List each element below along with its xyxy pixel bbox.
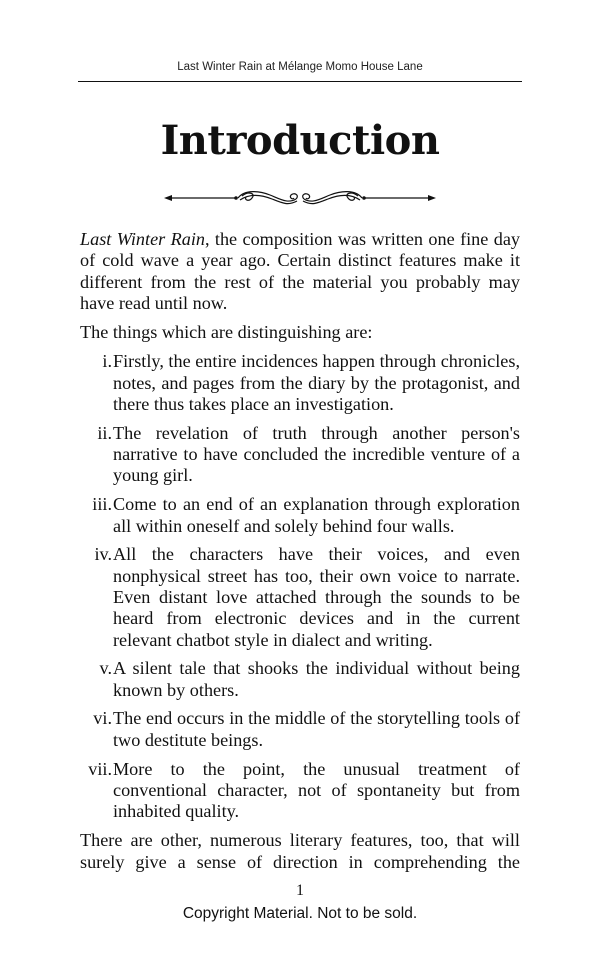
page-number: 1 [296,882,304,899]
list-item-number: ii. [97,422,112,443]
header-rule [78,81,522,82]
list-item-text: More to the point, the unusual treatment of conventional character, not of spontaneity but from inhabited quality. [113,758,520,822]
list-item-number: vi. [93,708,112,729]
lead-in-paragraph: The things which are distinguishing are: [80,322,373,343]
page-body [80,229,520,881]
running-header-title: Last Winter Rain at Mélange Momo House Lane [177,61,423,73]
distinguishing-features-list [80,351,520,822]
list-item [80,544,520,650]
intro-text: , the composition was written one fine day of cold wave a year ago. Certain distinct features make it different from the rest of the material you probably may have read until now. [80,229,520,313]
list-item-number: iv. [94,544,112,565]
copyright-notice: Copyright Material. Not to be sold. [182,905,418,922]
list-item [80,759,520,823]
list-item [80,708,520,751]
list-item-number: iii. [92,494,112,515]
intro-paragraph [80,229,520,314]
closing-paragraph: There are other, numerous literary features, too, that will surely give a sense of direction in comprehending the [80,830,520,872]
list-item-text: The revelation of truth through another person's narrative to have concluded the incredible venture of a young girl. [113,422,520,486]
list-item-number: vii. [88,758,112,779]
chapter-title: Introduction [160,117,440,164]
list-item-text: Come to an end of an explanation through exploration all within oneself and solely behind four walls. [113,494,520,536]
list-item-text: All the characters have their voices, and even nonphysical street has too, their own voice to narrate. Even distant love attached through the sounds to be heard from electronic devices and in the current relevant chatbot style in dialect and writing. [113,544,520,650]
list-item [80,494,520,537]
list-item-text: A silent tale that shooks the individual without being known by others. [113,658,520,700]
list-item-number: v. [99,658,112,679]
book-title-italic: Last Winter Rain [80,229,205,249]
list-item [80,658,520,701]
flourish-divider-icon [160,185,440,211]
list-item-text: The end occurs in the middle of the storytelling tools of two destitute beings. [113,708,520,750]
list-item [80,423,520,487]
list-item-text: Firstly, the entire incidences happen through chronicles, notes, and pages from the diary by the protagonist, and there thus takes place an investigation. [113,351,520,415]
list-item [80,351,520,415]
list-item-number: i. [102,351,112,372]
